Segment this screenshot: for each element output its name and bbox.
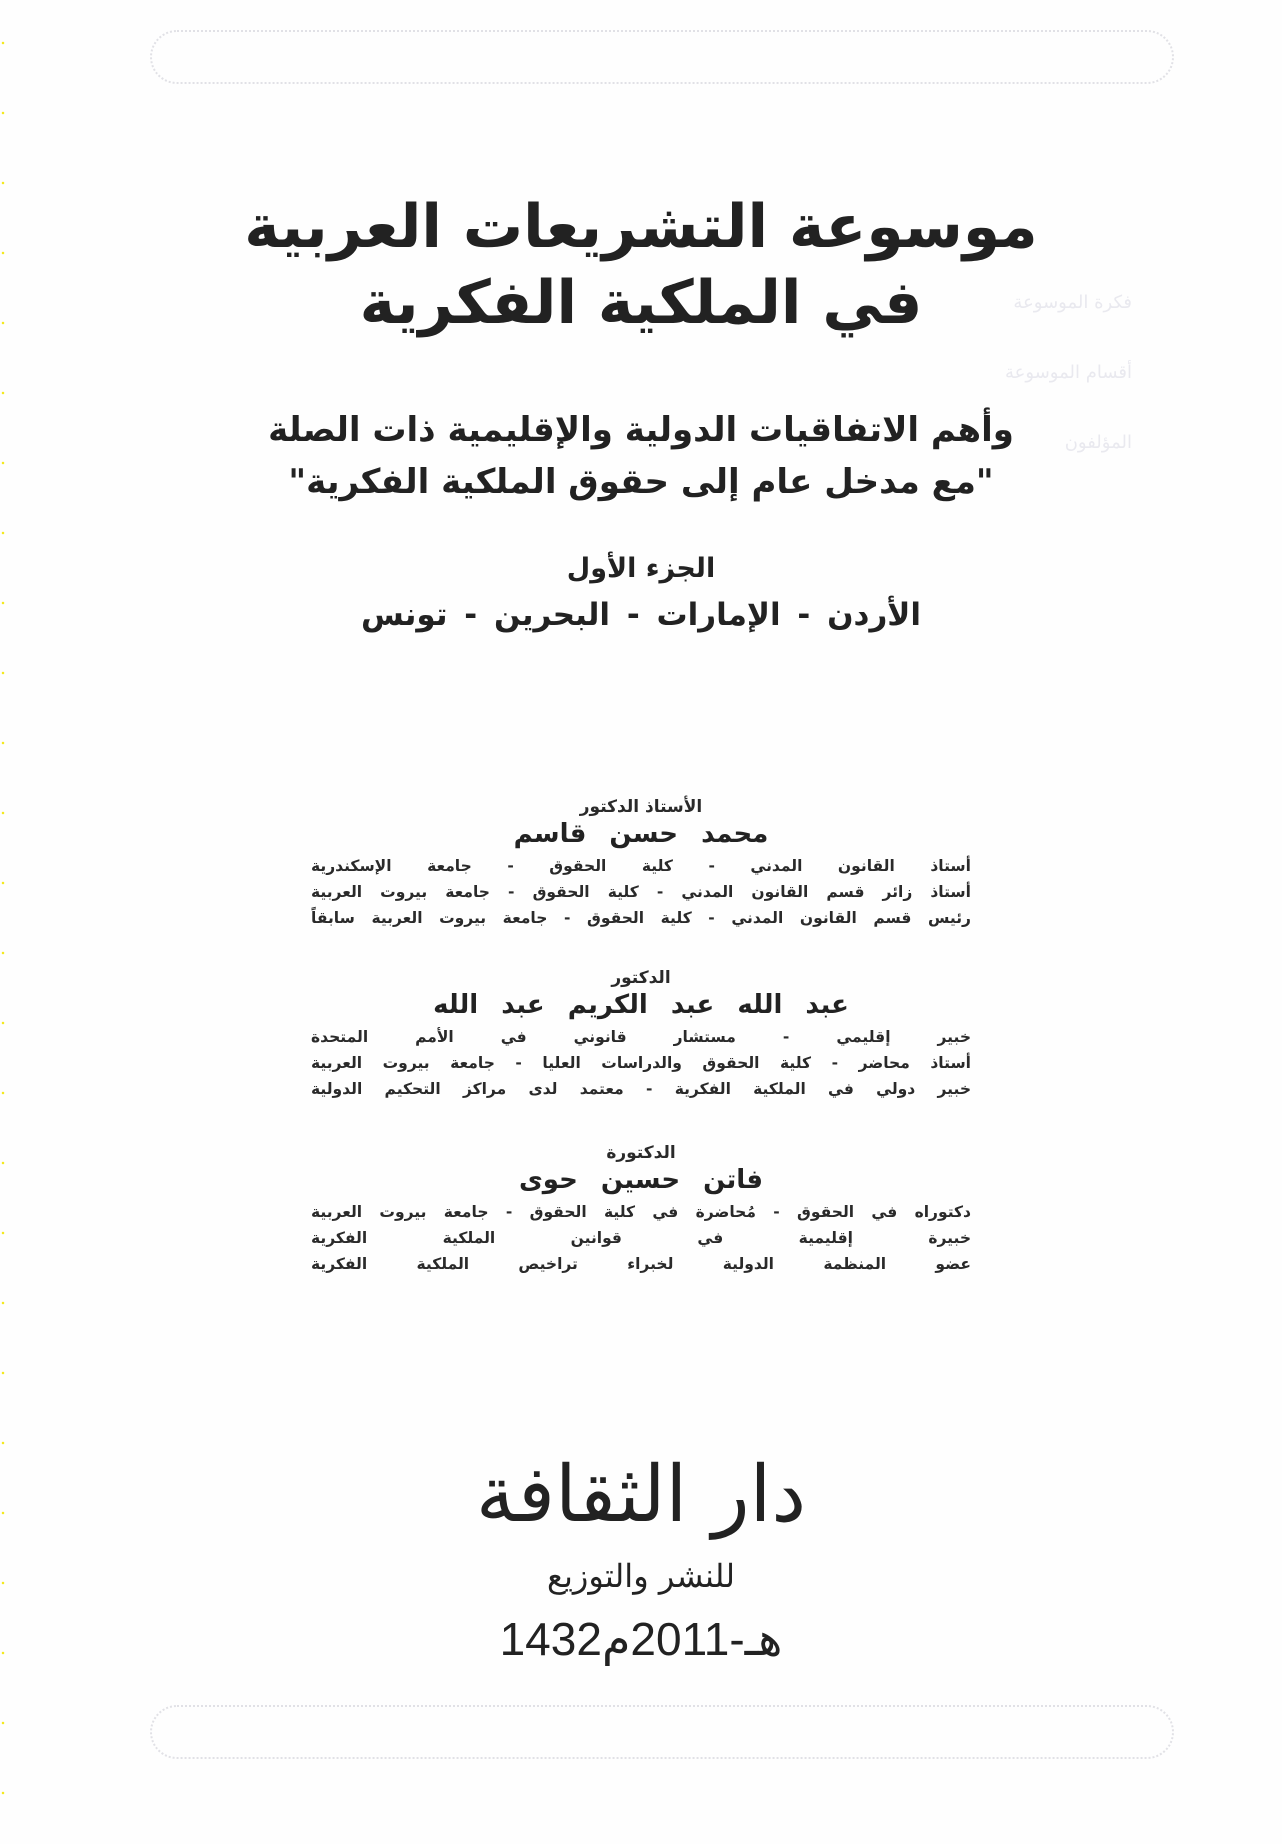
credential-line: خبير إقليمي - مستشار قانوني في الأمم المتحدة	[311, 1028, 971, 1046]
credential-line: خبيرة إقليمية في قوانين الملكية الفكرية	[311, 1229, 971, 1247]
publisher-logo: دار الثقافة	[475, 1450, 807, 1540]
book-title-line-1: موسوعة التشريعات العربية	[244, 192, 1038, 262]
author-credentials	[311, 1024, 971, 1102]
top-border-oval	[150, 30, 1174, 84]
publisher-tagline: للنشر والتوزيع	[546, 1557, 736, 1595]
publication-year: 1432هـ-2011م	[499, 1613, 783, 1665]
author-block	[0, 968, 1282, 1102]
book-subtitle-line-1: وأهم الاتفاقيات الدولية والإقليمية ذات الصلة	[268, 410, 1014, 450]
volume-part: الجزء الأول	[566, 553, 716, 584]
bottom-border-oval	[150, 1705, 1174, 1759]
credential-line: عضو المنظمة الدولية لخبراء تراخيص الملكية الفكرية	[311, 1255, 971, 1273]
bleed-through-line: فكرة الموسوعة	[1013, 292, 1132, 313]
credential-line: أستاذ زائر قسم القانون المدني - كلية الحقوق - جامعة بيروت العربية	[311, 883, 971, 901]
bleed-through-line: المؤلفون	[1064, 432, 1132, 453]
author-block	[0, 797, 1282, 931]
author-credentials	[311, 853, 971, 931]
credential-line: خبير دولي في الملكية الفكرية - معتمد لدى مراكز التحكيم الدولية	[311, 1080, 971, 1098]
author-name: عبد الله عبد الكريم عبد الله	[433, 990, 849, 1020]
credential-line: أستاذ القانون المدني - كلية الحقوق - جامعة الإسكندرية	[311, 857, 971, 875]
credential-line: أستاذ محاضر - كلية الحقوق والدراسات العليا - جامعة بيروت العربية	[311, 1054, 971, 1072]
author-role: الأستاذ الدكتور	[579, 797, 703, 817]
volume-countries: الأردن - الإمارات - البحرين - تونس	[360, 597, 922, 633]
author-block	[0, 1143, 1282, 1277]
author-name: محمد حسن قاسم	[513, 819, 769, 849]
bleed-through-line: أقسام الموسوعة	[1005, 362, 1132, 383]
book-subtitle-line-2: "مع مدخل عام إلى حقوق الملكية الفكرية"	[288, 462, 994, 502]
author-role: الدكتورة	[606, 1143, 676, 1163]
author-credentials	[311, 1199, 971, 1277]
credential-line: دكتوراه في الحقوق - مُحاضرة في كلية الحقوق - جامعة بيروت العربية	[311, 1203, 971, 1221]
book-title-line-2: في الملكية الفكرية	[359, 268, 923, 338]
author-role: الدكتور	[611, 968, 671, 988]
author-name: فاتن حسين حوى	[518, 1165, 764, 1195]
credential-line: رئيس قسم القانون المدني - كلية الحقوق - جامعة بيروت العربية سابقاً	[311, 909, 971, 927]
